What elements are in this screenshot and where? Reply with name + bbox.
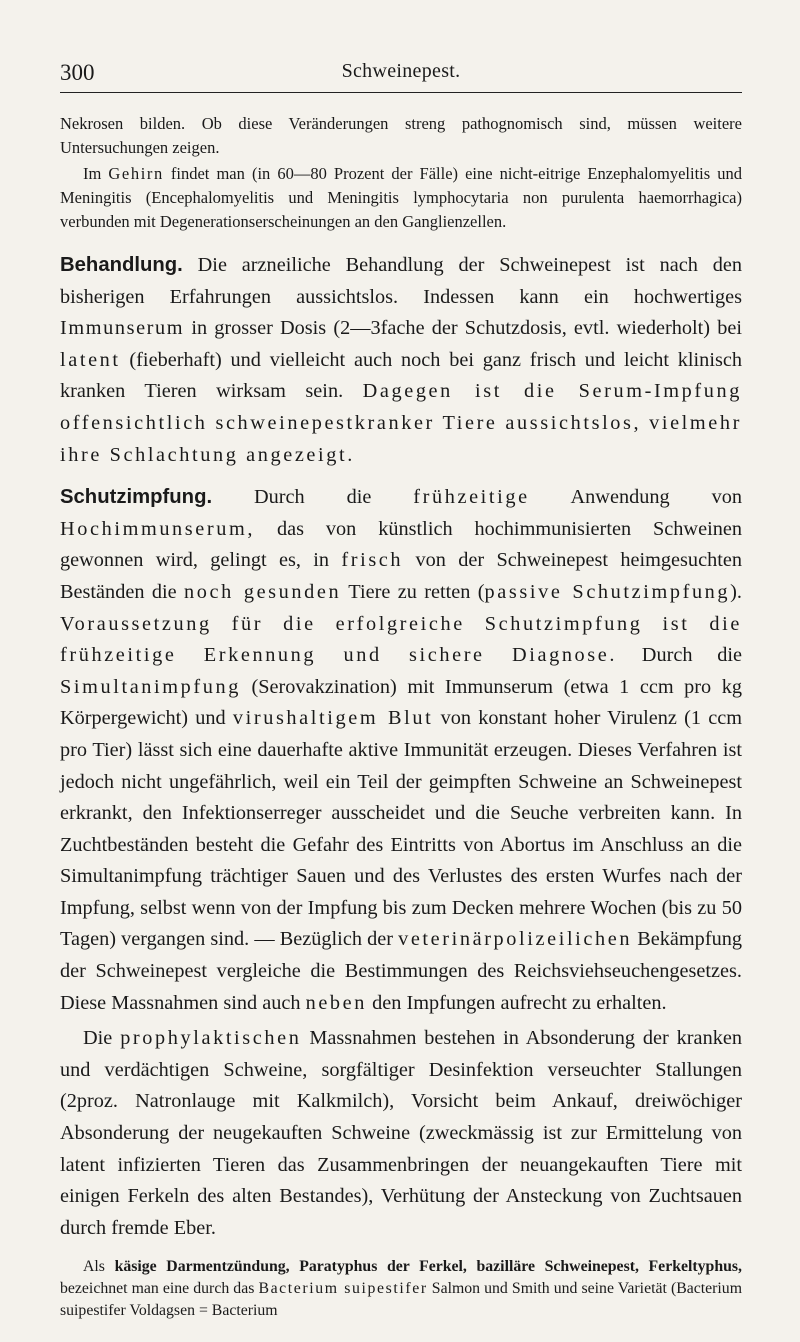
spaced-term: Hochimmunserum, [60,517,256,540]
text: Anwendung von [529,486,742,509]
bold-term: käsige Darmentzündung, Paratyphus der Ferkel, bazilläre Schweinepest, Ferkeltyphus, [114,1258,742,1276]
spaced-term: frisch [341,549,404,572]
text: Durch die [212,486,414,509]
spaced-term: prophylaktischen [120,1027,302,1050]
text: in grosser Dosis (2—3fache der Schutzdosis, evtl. wiederholt) bei [184,317,742,340]
page-number: 300 [60,60,95,85]
spaced-term: latent [60,348,121,371]
section-heading: Schutzimpfung. [60,486,213,509]
spaced-term: Dagegen ist die Serum-Impfung offensichtlich schweinepestkranker Tiere aussichtslos, vielmehr ihre Schlachtung angezeigt. [60,380,742,466]
spaced-term: frühzeitige [413,486,530,509]
text: Massnahmen bestehen in Absonderung der kranken und verdächtigen Schweine, sorgfältiger Desinfektion verseuchter Stallungen (2proz. Natronlauge mit Kalkmilch), Vorsicht beim Ankauf, dreiwöchiger Absonderung der neugekauften Schweine (zweckmässig ist zur Ermittelung von latent infizierten Tieren das Zusammenbringen der neuangekauften Tiere mit einigen Ferkeln des alten Bestandes), Verhütung der Ansteckung von Zuchtsauen durch fremde Eber. [60,1027,742,1239]
text: findet man (in 60—80 Prozent der Fälle) eine nicht-eitrige Enzephalomyelitis und Meningitis (Encephalomyelitis und Meningitis lymphocytaria non purulenta haemorrhagica) verbunden mit Degenerationserscheinungen an den Ganglienzellen. [60,164,742,231]
text: bezeichnet man eine durch das [60,1280,259,1298]
paragraph-prophylaxe [60,1023,742,1244]
text: Die arzneiliche Behandlung der Schweinepest ist nach den bisherigen Erfahrungen aussichtslos. Indessen kann ein hochwertiges [60,254,742,308]
spaced-term: Simultanimpfung [60,675,241,698]
text: Im [83,164,109,183]
paragraph-kaesige-darmentzuendung [60,1256,742,1322]
spaced-term: virushaltigem Blut [232,707,434,730]
text: Tiere zu retten ( [341,580,485,603]
text: Nekrosen bilden. Ob diese Veränderungen streng pathognomisch sind, müssen weitere Untersuchungen zeigen. [60,114,742,157]
paragraph-behandlung [60,250,742,471]
spaced-term: noch gesunden [184,580,342,603]
text: das von künstlich hochimmunisierten Schweinen gewonnen wird, gelingt es, in [60,517,742,572]
text: Durch die [617,644,742,667]
spaced-term: Gehirn [108,164,164,183]
spaced-term: Voraussetzung für die erfolgreiche Schutzimpfung ist die frühzeitige Erkennung und sichere Diagnose. [60,612,742,667]
text: von der Schweinepest heimgesuchten Beständen die [60,549,742,603]
text: von konstant hoher Virulenz (1 ccm pro Tier) lässt sich eine dauerhafte aktive Immunität erzeugen. Dieses Verfahren ist jedoch nicht ungefährlich, weil ein Teil der geimpften Schweine an Schweinepest erkrankt, den Infektionserreger ausscheidet und die Seuche verbreiten kann. In Zuchtbeständen besteht die Gefahr des Eintritts von Abortus im Anschluss an die Simultanimpfung trächtiger Sauen und des Verlustes des ersten Wurfes nach der Impfung, selbst wenn von der Impfung bis zum Decken mehrere Wochen (bis zu 50 Tagen) vergangen sind. — Bezüglich der [60,707,742,951]
text: Bekämpfung der Schweinepest vergleiche die Bestimmungen des Reichsviehseuchengesetzes. Diese Massnahmen sind auch [60,928,742,1014]
spaced-term: neben [305,991,368,1014]
text: ). [730,580,742,603]
text: Die [83,1027,121,1050]
spaced-term: Bacterium suipestifer [258,1280,428,1298]
page-header [60,54,742,93]
paragraph-gehirn [60,162,742,234]
section-heading: Behandlung. [60,254,183,276]
spaced-term: Immunserum [60,317,185,340]
text: Salmon und Smith und seine Varietät (Bacterium suipestifer Voldagsen = Bacterium [60,1280,742,1320]
text: den Impfungen aufrecht zu erhalten. [367,991,667,1014]
paragraph-nekrosen [60,112,742,160]
spaced-term: veterinärpolizeilichen [398,928,633,951]
running-head: Schweinepest. [341,60,461,82]
paragraph-schutzimpfung [60,482,742,1019]
text: (Serovakzination) mit Immunserum (etwa 1 ccm pro kg Körpergewicht) und [60,675,742,730]
text: (fieberhaft) und vielleicht auch noch bei ganz frisch und leicht klinisch kranken Tieren wirksam sein. [60,348,742,403]
spaced-term: passive Schutzimpfung [484,580,731,603]
page-body [60,112,742,1322]
text: Als [83,1258,115,1276]
